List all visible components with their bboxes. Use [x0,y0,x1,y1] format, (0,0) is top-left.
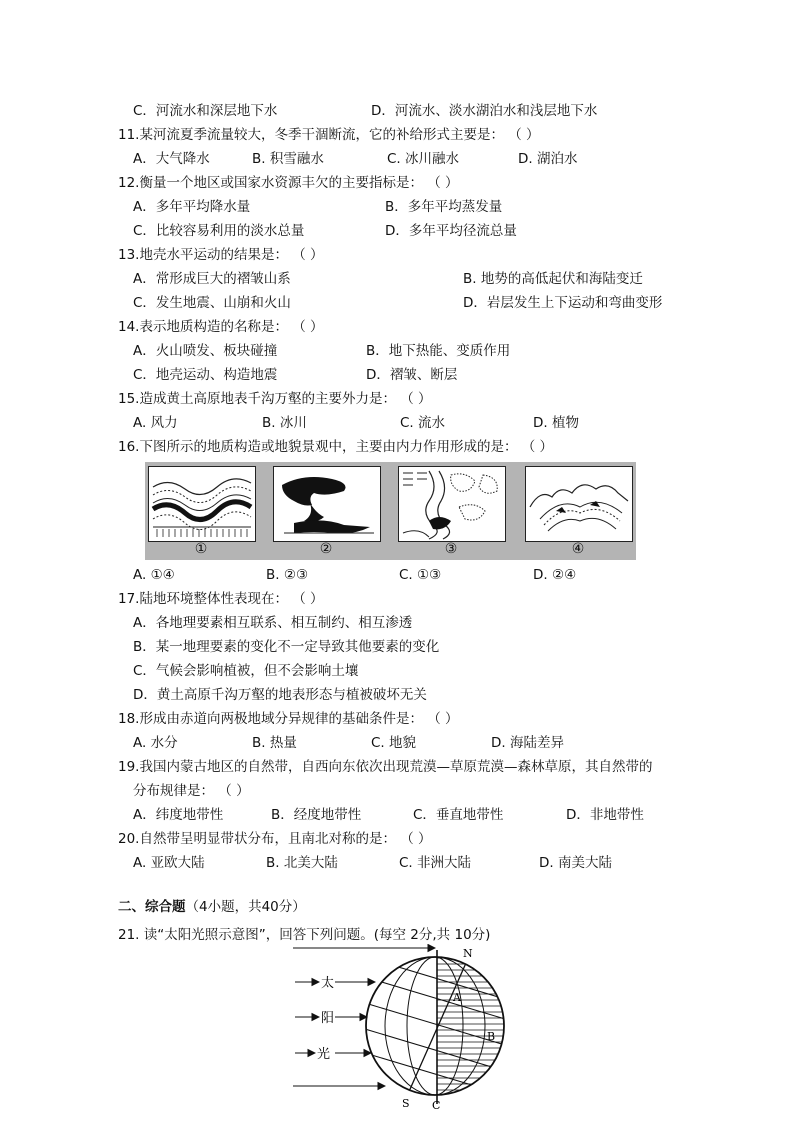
q21-stem: 21. 读“太阳光照示意图”，回答下列问题。(每空 2分,共 10分) [118,927,491,943]
q11-option-b: B. 积雪融水 [252,151,324,167]
label-n: N [463,947,473,960]
q11-option-c: C. 冰川融水 [387,151,460,167]
q11-stem: 11.某河流夏季流量较大，冬季干涸断流，它的补给形式主要是： （ ） [118,127,540,143]
fold-panel [148,466,256,542]
q19-option-b: B．经度地带性 [271,807,362,823]
q12-option-b: B．多年平均蒸发量 [385,199,503,215]
q14-option-d: D．褶皱、断层 [366,367,458,383]
q13-option-c: C．发生地震、山崩和火山 [133,295,291,311]
q20-option-c: C. 非洲大陆 [399,855,472,871]
q18-stem: 18.形成由赤道向两极地域分异规律的基础条件是： （ ） [118,711,459,727]
geology-figure [145,462,636,560]
q12-option-a: A．多年平均降水量 [133,199,251,215]
label-s: S [402,1097,410,1110]
q10-option-d: D．河流水、淡水湖泊水和浅层地下水 [371,103,598,119]
q12-option-c: C．比较容易利用的淡水总量 [133,223,305,239]
q18-option-a: A. 水分 [133,735,178,751]
q16-option-b: B. ②③ [266,567,309,583]
q17-stem: 17.陆地环境整体性表现在： （ ） [118,591,324,607]
q16-option-d: D. ②④ [533,567,577,583]
section-title: 二、综合题 [118,899,186,915]
q15-option-a: A. 风力 [133,415,178,431]
figure-label-4: ④ [571,541,585,557]
section-note: （4小题，共40分） [185,899,306,915]
label-c: C [432,1099,441,1110]
q19-stem-line1: 19.我国内蒙古地区的自然带，自西向东依次出现荒漠—草原荒漠—森林草原，其自然带的 [118,759,653,775]
q19-stem-line2: 分布规律是： （ ） [133,783,250,799]
q15-option-b: B. 冰川 [262,415,307,431]
q20-stem: 20.自然带呈明显带状分布，且南北对称的是： （ ） [118,831,432,847]
label-a: A [453,991,461,1004]
q15-stem: 15.造成黄土高原地表千沟万壑的主要外力是： （ ） [118,391,432,407]
q16-option-a: A. ①④ [133,567,175,583]
q11-option-d: D. 湖泊水 [518,151,578,167]
q20-option-a: A. 亚欧大陆 [133,855,205,871]
q17-option-c: C．气候会影响植被，但不会影响土壤 [133,663,359,679]
section-heading [118,898,306,916]
q16-stem: 16.下图所示的地质构造或地貌景观中，主要由内力作用形成的是： （ ） [118,439,554,455]
sun-char-1: 太 [321,976,335,991]
q14-option-c: C．地壳运动、构造地震 [133,367,278,383]
wind-erosion-panel [273,466,381,542]
q18-option-b: B. 热量 [252,735,297,751]
q15-option-c: C. 流水 [400,415,446,431]
q18-option-c: C. 地貌 [371,735,417,751]
q14-stem: 14.表示地质构造的名称是： （ ） [118,319,324,335]
q13-option-a: A．常形成巨大的褶皱山系 [133,271,291,287]
sun-char-2: 阳 [321,1011,335,1026]
landscape-panel [525,466,633,542]
q19-option-d: D．非地带性 [566,807,644,823]
figure-label-1: ① [194,541,208,557]
q20-option-b: B. 北美大陆 [266,855,338,871]
q14-option-a: A．火山喷发、板块碰撞 [133,343,278,359]
q19-option-a: A．纬度地带性 [133,807,224,823]
q13-option-d: D．岩层发生上下运动和弯曲变形 [463,295,663,311]
sunlight-diagram [285,944,515,1110]
sun-char-3: 光 [317,1047,331,1062]
q17-option-b: B．某一地理要素的变化不一定导致其他要素的变化 [133,639,440,655]
q11-option-a: A．大气降水 [133,151,210,167]
q13-option-b: B. 地势的高低起伏和海陆变迁 [463,271,643,287]
label-b: B [487,1030,496,1043]
q16-option-c: C. ①③ [399,567,442,583]
q12-option-d: D．多年平均径流总量 [385,223,517,239]
q18-option-d: D. 海陆差异 [491,735,564,751]
figure-label-3: ③ [444,541,458,557]
q17-option-a: A．各地理要素相互联系、相互制约、相互渗透 [133,615,413,631]
q19-option-c: C．垂直地带性 [413,807,504,823]
q20-option-d: D. 南美大陆 [539,855,612,871]
q13-stem: 13.地壳水平运动的结果是： （ ） [118,247,324,263]
river-panel [398,466,506,542]
q12-stem: 12.衡量一个地区或国家水资源丰欠的主要指标是： （ ） [118,175,459,191]
figure-label-2: ② [319,541,333,557]
q17-option-d: D．黄土高原千沟万壑的地表形态与植被破坏无关 [133,687,427,703]
q14-option-b: B．地下热能、变质作用 [366,343,511,359]
q15-option-d: D. 植物 [533,415,579,431]
q10-option-c: C．河流水和深层地下水 [133,103,278,119]
globe-interior [355,954,515,1098]
